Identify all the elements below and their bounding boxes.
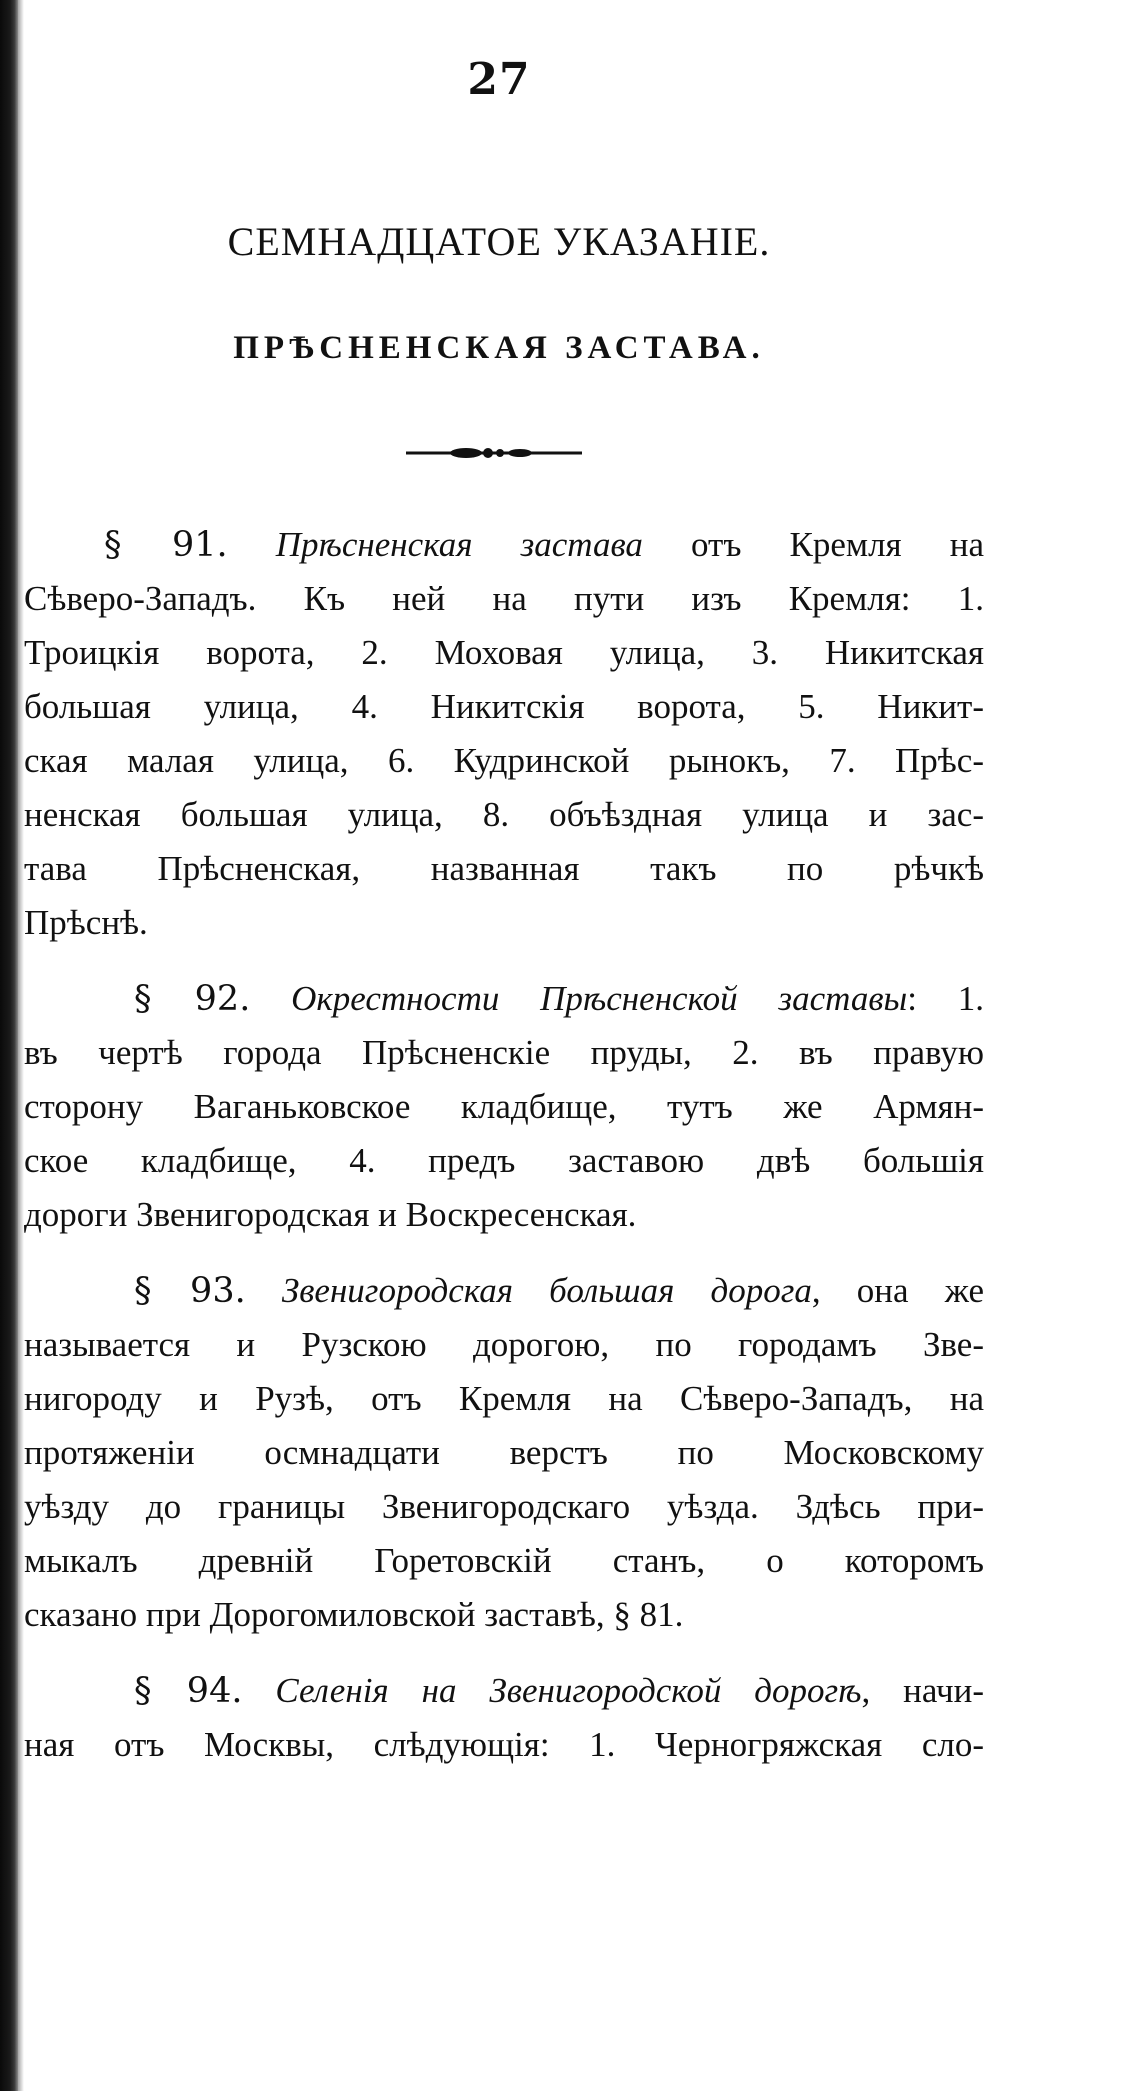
section-mark: § 92.: [134, 979, 251, 1019]
body-text: [24, 518, 984, 1772]
paragraph-line: ское кладбище, 4. предъ заставою двѣ большія: [24, 1141, 984, 1180]
section-91: [24, 518, 984, 950]
chapter-heading: СЕМНАДЦАТОЕ УКАЗАНІЕ.: [227, 219, 771, 264]
chapter-subheading: ПРѢСНЕНСКАЯ ЗАСТАВА.: [233, 330, 765, 366]
section-title: Прѣсненская застава: [275, 525, 643, 564]
section-title: Звенигородская большая дорога: [281, 1271, 812, 1310]
paragraph-line: [24, 518, 984, 572]
paragraph-line: Сѣверо-Западъ. Къ ней на пути изъ Кремля: 1.: [24, 579, 984, 618]
paragraph-line: дороги Звенигородская и Воскресенская.: [24, 1195, 637, 1234]
paragraph-line: Троицкія ворота, 2. Моховая улица, 3. Никитская: [24, 633, 984, 672]
paragraph-line: въ чертѣ города Прѣсненскіе пруды, 2. въ правую: [24, 1033, 984, 1072]
paragraph-line: сказано при Дорогомиловской заставѣ, § 81.: [24, 1595, 684, 1634]
paragraph-line: нигороду и Рузѣ, отъ Кремля на Сѣверо-Западъ, на: [24, 1379, 984, 1418]
paragraph-line: тава Прѣсненская, названная такъ по рѣчкѣ: [24, 849, 984, 888]
book-binding-edge: [0, 0, 18, 2091]
section-93: [24, 1264, 984, 1642]
paragraph-line: называется и Рузскою дорогою, по городамъ Зве-: [24, 1325, 984, 1364]
section-94: [24, 1664, 984, 1772]
paragraph-line: ская малая улица, 6. Кудринской рынокъ, 7. Прѣс-: [24, 741, 984, 780]
paragraph-line: Прѣснѣ.: [24, 903, 148, 942]
ornament-divider: [404, 438, 584, 468]
line-text: , она же: [811, 1271, 984, 1310]
section-title: Окрестности Прѣсненской заставы: [291, 979, 908, 1018]
section-mark: § 93.: [134, 1271, 246, 1311]
paragraph-line: сторону Ваганьковское кладбище, тутъ же Армян-: [24, 1087, 984, 1126]
paragraph-line: ненская большая улица, 8. объѣздная улица и зас-: [24, 795, 984, 834]
line-text: отъ Кремля на: [642, 525, 985, 564]
paragraph-line: мыкалъ древній Горетовскій станъ, о которомъ: [24, 1541, 984, 1580]
book-page: [24, 0, 1124, 2091]
paragraph-line: [24, 1264, 984, 1318]
section-mark: § 94.: [134, 1671, 243, 1711]
section-mark: § 91.: [104, 525, 228, 565]
paragraph-line: ная отъ Москвы, слѣдующія: 1. Черногряжская сло-: [24, 1725, 984, 1764]
line-text: : 1.: [907, 979, 984, 1018]
section-title: Селенія на Звенигородской дорогѣ: [275, 1671, 862, 1710]
paragraph-line: [24, 1664, 984, 1718]
section-92: [24, 972, 984, 1242]
paragraph-line: большая улица, 4. Никитскія ворота, 5. Никит-: [24, 687, 984, 726]
paragraph-line: уѣзду до границы Звенигородскаго уѣзда. Здѣсь при-: [24, 1487, 984, 1526]
paragraph-line: [24, 972, 984, 1026]
paragraph-line: протяженіи осмнадцати верстъ по Московскому: [24, 1433, 984, 1472]
page-number: 27: [467, 54, 531, 105]
line-text: , начи-: [861, 1671, 985, 1710]
